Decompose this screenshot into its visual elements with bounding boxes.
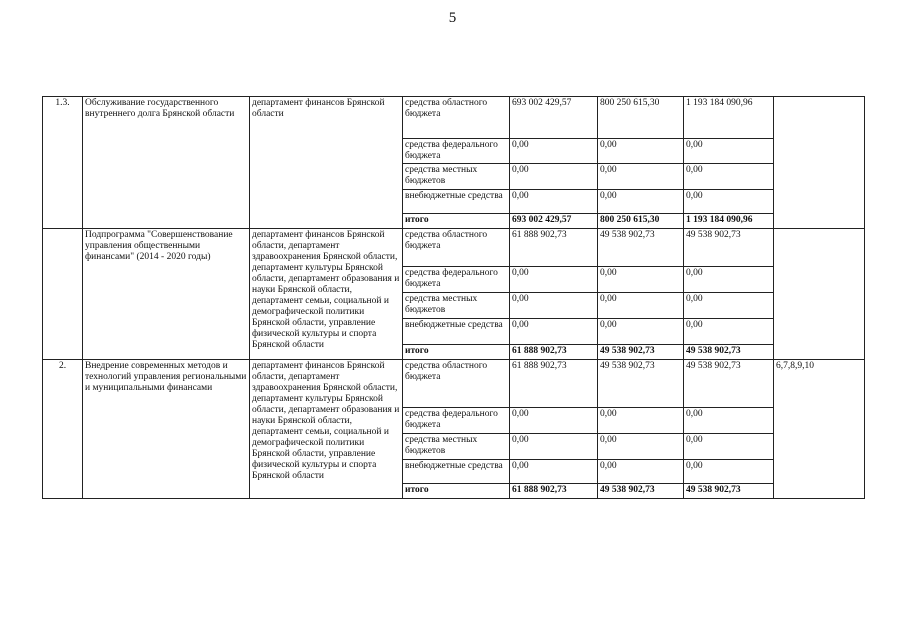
budget-table-container: [42, 96, 864, 499]
row-number-cell: 2.: [43, 360, 83, 499]
funding-source-cell: внебюджетные средства: [403, 319, 510, 345]
table-row: [43, 97, 865, 139]
amount-year1-cell: 61 888 902,73: [510, 345, 598, 360]
amount-year1-cell: 0,00: [510, 434, 598, 460]
funding-source-cell: средства областного бюджета: [403, 97, 510, 139]
amount-year2-cell: 800 250 615,30: [598, 214, 684, 229]
funding-source-cell: средства местных бюджетов: [403, 293, 510, 319]
measure-name-cell: Обслуживание государственного внутреннего долга Брянской области: [83, 97, 250, 229]
amount-year2-cell: 0,00: [598, 190, 684, 214]
amount-year1-cell: 0,00: [510, 139, 598, 164]
amount-year3-cell: 49 538 902,73: [684, 345, 774, 360]
amount-year1-cell: 693 002 429,57: [510, 97, 598, 139]
row-number-cell: 1.3.: [43, 97, 83, 229]
amount-year1-cell: 0,00: [510, 408, 598, 434]
amount-year3-cell: 0,00: [684, 164, 774, 190]
amount-year2-cell: 0,00: [598, 139, 684, 164]
funding-source-cell: средства областного бюджета: [403, 229, 510, 267]
table-row: [43, 360, 865, 408]
funding-source-cell: средства местных бюджетов: [403, 434, 510, 460]
amount-year3-cell: 0,00: [684, 319, 774, 345]
executor-cell: департамент финансов Брянской области, департамент здравоохранения Брянской области, департамент культуры Брянской области, департамент образования и науки Брянской области, департамент семьи, социальной и демографической политики Брянской области, управление физической культуры и спорта Брянской области: [250, 229, 403, 360]
amount-year2-cell: 49 538 902,73: [598, 229, 684, 267]
amount-year1-cell: 0,00: [510, 190, 598, 214]
amount-year2-cell: 800 250 615,30: [598, 97, 684, 139]
amount-year3-cell: 1 193 184 090,96: [684, 97, 774, 139]
funding-source-cell: средства областного бюджета: [403, 360, 510, 408]
amount-year2-cell: 0,00: [598, 319, 684, 345]
funding-source-cell: итого: [403, 214, 510, 229]
amount-year3-cell: 0,00: [684, 408, 774, 434]
indicators-cell: [774, 229, 865, 360]
funding-source-cell: средства федерального бюджета: [403, 408, 510, 434]
budget-table-body: [43, 97, 865, 499]
amount-year1-cell: 61 888 902,73: [510, 360, 598, 408]
amount-year2-cell: 0,00: [598, 164, 684, 190]
budget-table: [42, 96, 865, 499]
amount-year3-cell: 0,00: [684, 139, 774, 164]
executor-cell: департамент финансов Брянской области: [250, 97, 403, 229]
amount-year3-cell: 49 538 902,73: [684, 229, 774, 267]
amount-year1-cell: 61 888 902,73: [510, 484, 598, 499]
funding-source-cell: внебюджетные средства: [403, 460, 510, 484]
amount-year1-cell: 693 002 429,57: [510, 214, 598, 229]
funding-source-cell: итого: [403, 345, 510, 360]
amount-year2-cell: 0,00: [598, 408, 684, 434]
amount-year1-cell: 61 888 902,73: [510, 229, 598, 267]
measure-name-cell: Подпрограмма "Совершенствование управления общественными финансами" (2014 - 2020 годы): [83, 229, 250, 360]
amount-year2-cell: 49 538 902,73: [598, 360, 684, 408]
measure-name-cell: Внедрение современных методов и технологий управления региональными и муниципальными финансами: [83, 360, 250, 499]
amount-year2-cell: 0,00: [598, 293, 684, 319]
amount-year3-cell: 49 538 902,73: [684, 484, 774, 499]
amount-year3-cell: 49 538 902,73: [684, 360, 774, 408]
executor-cell: департамент финансов Брянской области, департамент здравоохранения Брянской области, департамент культуры Брянской области, департамент образования и науки Брянской области, департамент семьи, социальной и демографической политики Брянской области, управление физической культуры и спорта Брянской области: [250, 360, 403, 499]
amount-year1-cell: 0,00: [510, 267, 598, 293]
amount-year2-cell: 49 538 902,73: [598, 484, 684, 499]
amount-year3-cell: 0,00: [684, 460, 774, 484]
amount-year2-cell: 0,00: [598, 267, 684, 293]
funding-source-cell: средства федерального бюджета: [403, 139, 510, 164]
row-number-cell: [43, 229, 83, 360]
amount-year2-cell: 0,00: [598, 434, 684, 460]
funding-source-cell: средства местных бюджетов: [403, 164, 510, 190]
amount-year1-cell: 0,00: [510, 293, 598, 319]
amount-year1-cell: 0,00: [510, 319, 598, 345]
indicators-cell: [774, 97, 865, 229]
indicators-cell: 6,7,8,9,10: [774, 360, 865, 499]
amount-year2-cell: 0,00: [598, 460, 684, 484]
amount-year1-cell: 0,00: [510, 164, 598, 190]
table-row: [43, 229, 865, 267]
amount-year3-cell: 1 193 184 090,96: [684, 214, 774, 229]
funding-source-cell: средства федерального бюджета: [403, 267, 510, 293]
page-number: 5: [448, 10, 457, 26]
funding-source-cell: внебюджетные средства: [403, 190, 510, 214]
amount-year3-cell: 0,00: [684, 293, 774, 319]
amount-year3-cell: 0,00: [684, 434, 774, 460]
amount-year3-cell: 0,00: [684, 267, 774, 293]
funding-source-cell: итого: [403, 484, 510, 499]
amount-year3-cell: 0,00: [684, 190, 774, 214]
amount-year1-cell: 0,00: [510, 460, 598, 484]
amount-year2-cell: 49 538 902,73: [598, 345, 684, 360]
